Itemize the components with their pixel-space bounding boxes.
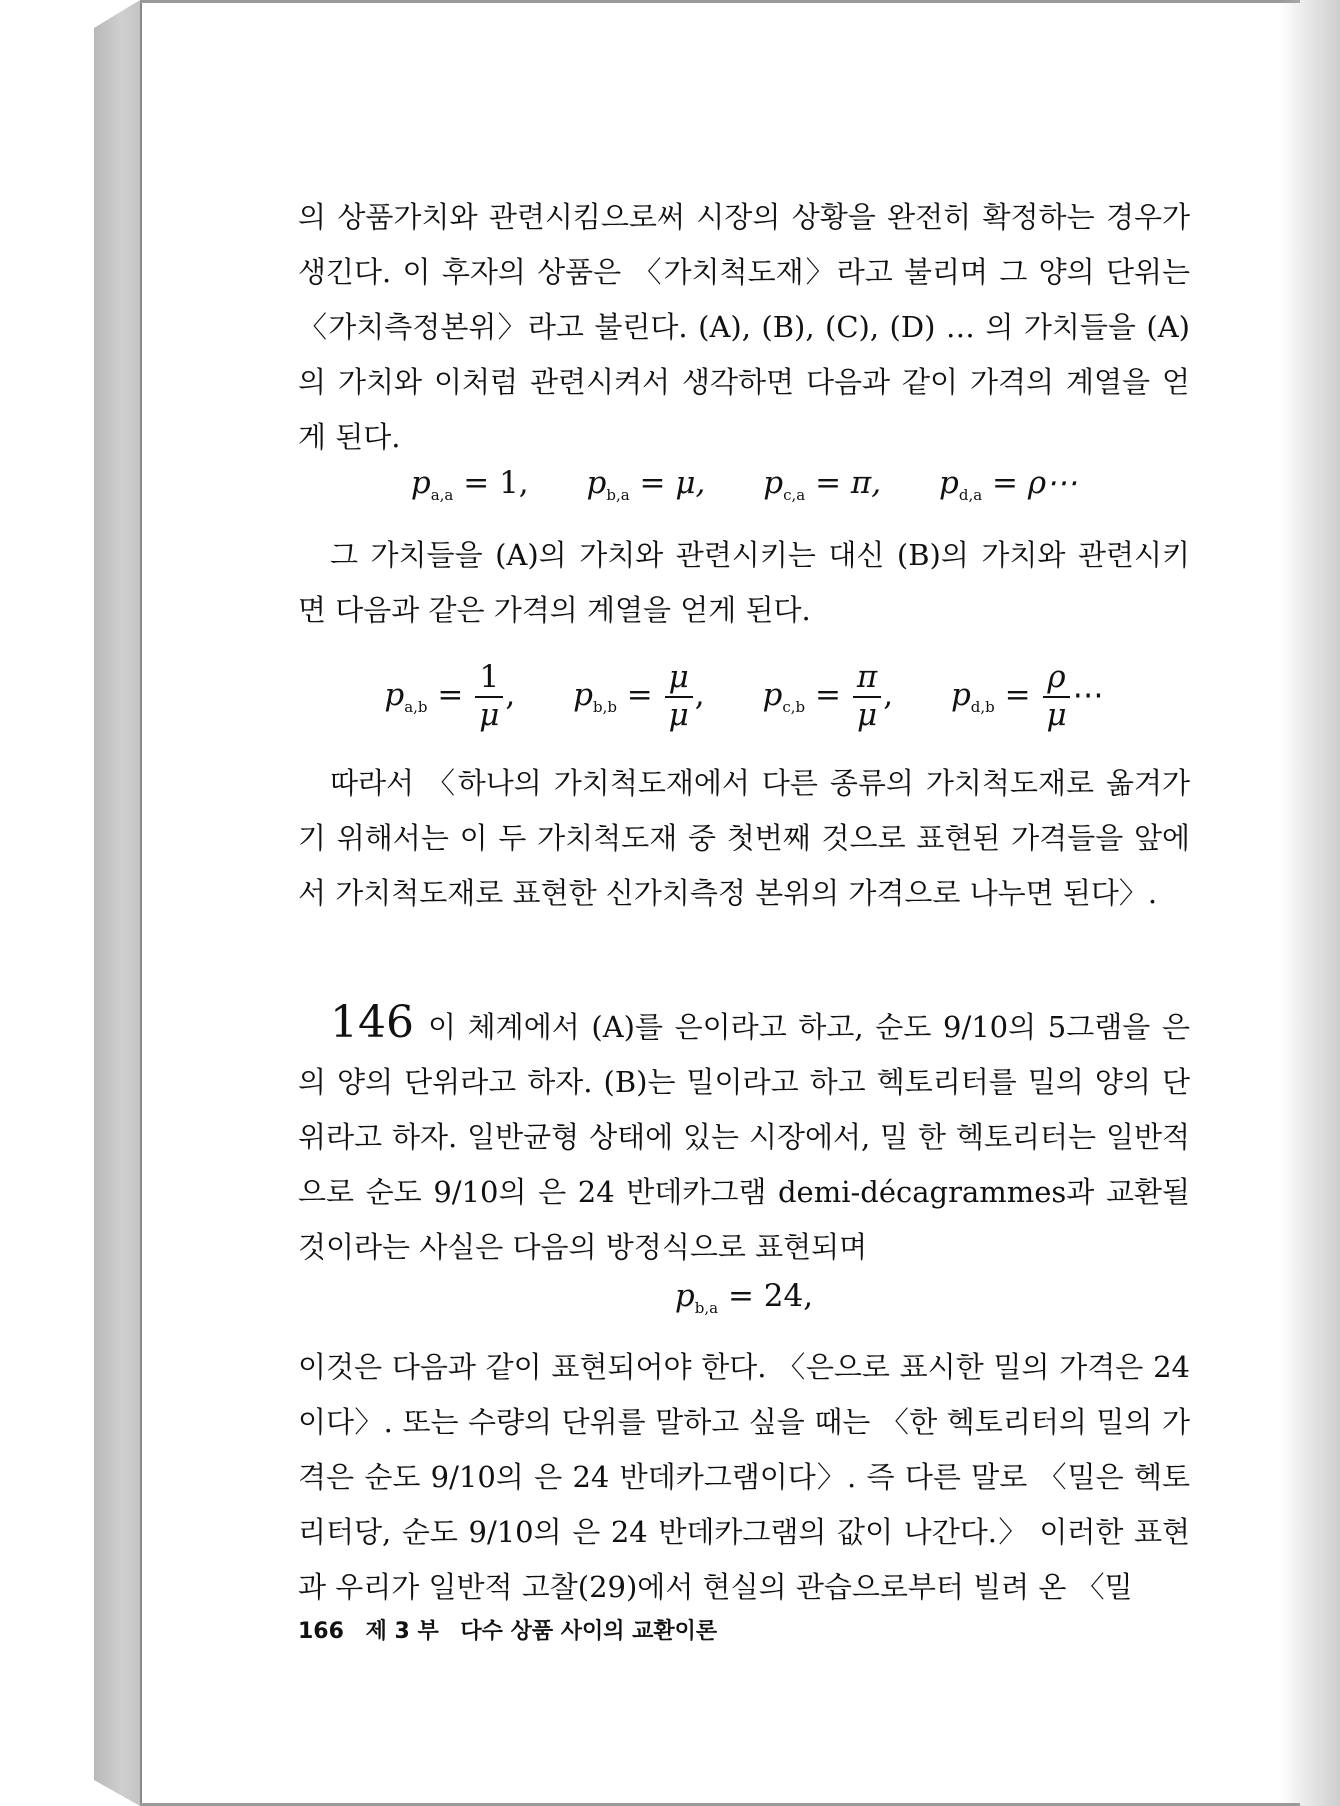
paragraph-5-block [298,1340,1190,1615]
eq2-term: $p_{c,b}$ = $\frac{\pi}{\mu}$ , [762,659,894,733]
paragraph-2: 그 가치들을 (A)의 가치와 관련시키는 대신 (B)의 가치와 관련시키면 다음과 같은 가격의 계열을 얻게 된다. [298,538,1190,627]
equation-row-3 [298,1278,1190,1317]
section-number: 146 [330,997,414,1048]
book-spine [94,0,140,1806]
paragraph-5: 이것은 다음과 같이 표현되어야 한다. 〈은으로 표시한 밀의 가격은 24이다〉. 또는 수량의 단위를 말하고 싶을 때는 〈한 헥토리터의 밀의 가격은 순도 9/10의 은 24 반데카그램이다〉. 즉 다른 말로 〈밀은 헥토리터당, 순도 9/10의 은 24 반데카그램의 값이 나간다.〉 이러한 표현과 우리가 일반적 고찰(29)에서 현실의 관습으로부터 빌려 온 〈밀 [298,1350,1190,1604]
fraction: $\frac{\rho}{\mu}$ [1042,660,1070,733]
equation-row-2 [298,660,1190,733]
eq1-term: $p_{d,a}$ = ρ⋯ [939,465,1078,504]
paragraph-4 [298,995,1190,1275]
eq1-term: $p_{b,a} = \mu$, [586,465,706,504]
fraction: $\frac{\mu}{\mu}$ [665,660,693,733]
paragraph-3: 따라서 〈하나의 가치척도재에서 다른 종류의 가치척도재로 옮겨가기 위해서는 이 두 가치척도재 중 첫번째 것으로 표현된 가격들을 앞에서 가치척도재로 표현한 신가치측정 본위의 가격으로 나누면 된다〉. [298,766,1190,910]
chapter-title: 다수 상품 사이의 교환이론 [460,1619,718,1644]
fraction: $\frac{1}{\mu}$ [475,660,503,733]
equation-row-1 [298,465,1190,504]
paragraph-1: 의 상품가치와 관련시킴으로써 시장의 상황을 완전히 확정하는 경우가 생긴다. 이 후자의 상품은 〈가치척도재〉라고 불리며 그 양의 단위는 〈가치측정본위〉라고 불린다. (A), (B), (C), (D) … 의 가치들을 (A)의 가치와 이처럼 관련시켜서 생각하면 다음과 같이 가격의 계열을 얻게 된다. [298,200,1190,454]
eq3-term: $p_{b,a} = 24$, [674,1278,814,1317]
eq2-term: $p_{b,b}$ = $\frac{\mu}{\mu}$ , [573,659,705,733]
paragraph-3-block [298,756,1190,921]
eq1-term: $p_{a,a} = 1$, [410,465,529,504]
paragraph-2-block [298,528,1190,638]
page-shadow [1280,0,1340,1806]
eq2-term: $p_{a,b}$ = $\frac{1}{\mu}$ , [384,659,516,733]
eq1-term: $p_{c,a} = \pi$, [763,465,882,504]
eq2-term: $p_{d,b}$ = $\frac{\rho}{\mu}$ ⋯ [950,659,1104,733]
page-number: 166 [298,1619,344,1644]
fraction: $\frac{\pi}{\mu}$ [853,660,881,733]
paragraph-4-text: 이 체계에서 (A)를 은이라고 하고, 순도 9/10의 5그램을 은의 양의 단위라고 하자. (B)는 밀이라고 하고 헥토리터를 밀의 양의 단위라고 하자. 일반균형 상태에 있는 시장에서, 밀 한 헥토리터는 일반적으로 순도 9/10의 은 24 반데카그램 demi-décagrammes과 교환될 것이라는 사실은 다음의 방정식으로 표현되며 [298,1010,1190,1264]
part-label: 제 3 부 [365,1619,439,1644]
page-footer [298,1614,731,1645]
paragraph-1-block [298,190,1190,465]
section-146-block [298,995,1190,1275]
